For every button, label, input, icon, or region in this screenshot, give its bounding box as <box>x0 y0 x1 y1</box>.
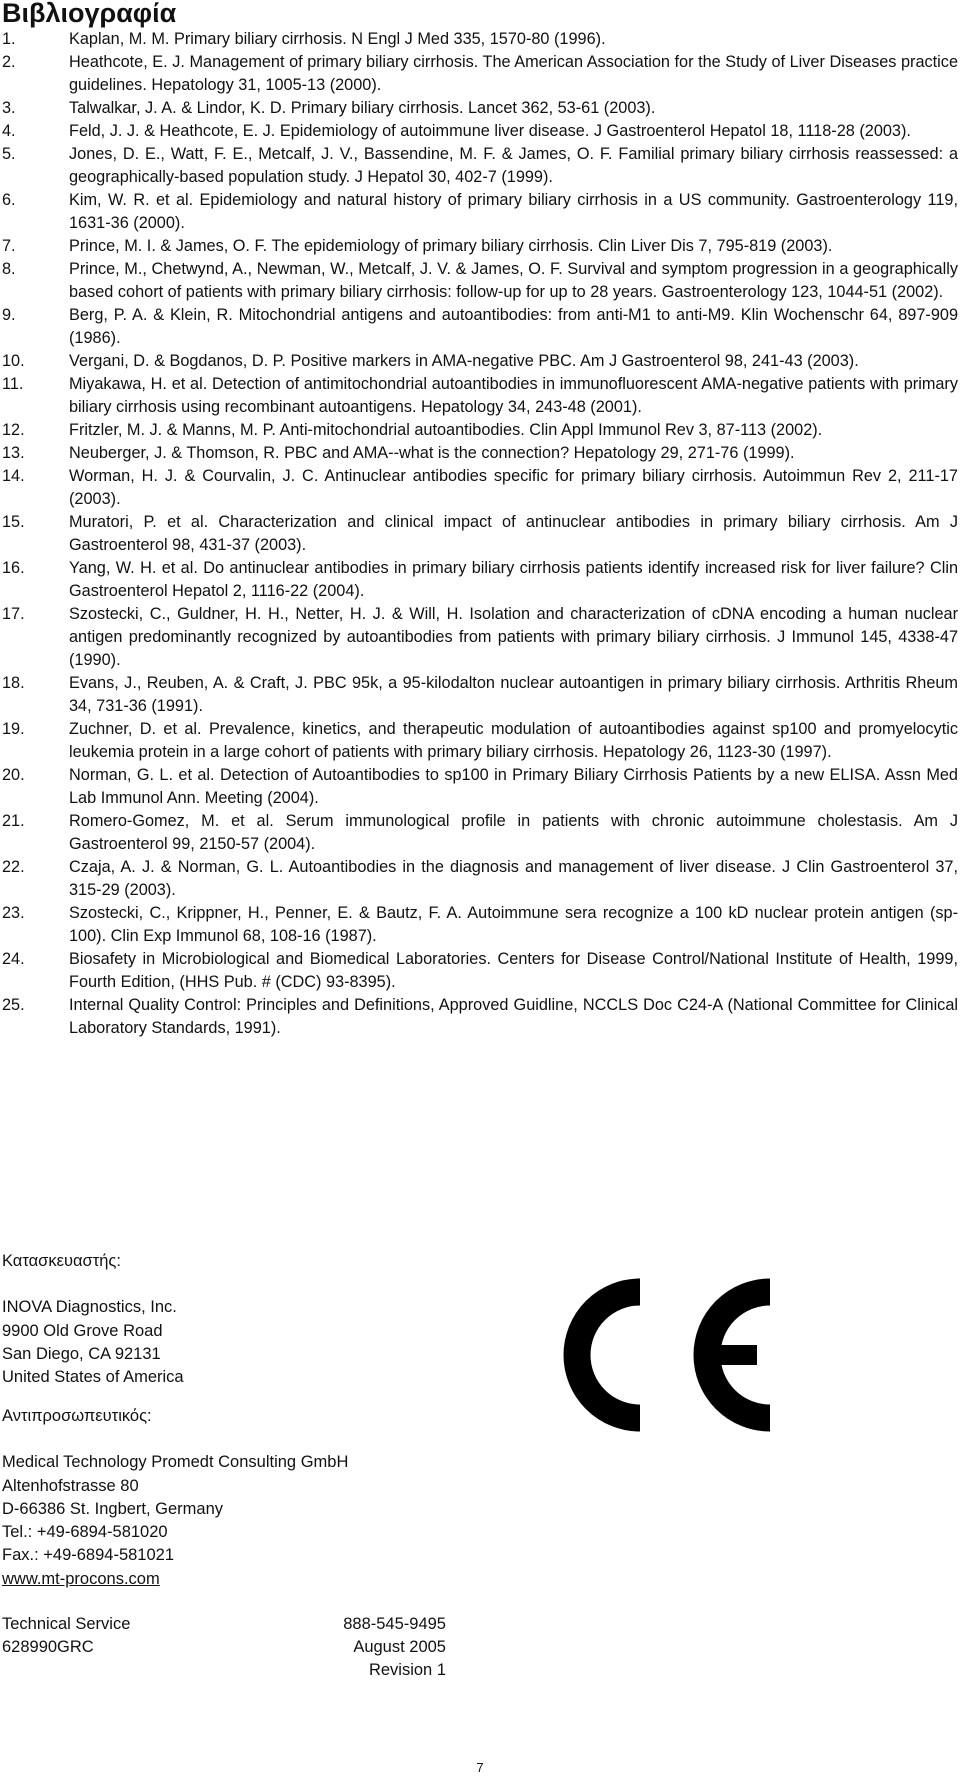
manufacturer-line: INOVA Diagnostics, Inc. <box>2 1298 177 1317</box>
reference-number: 3. <box>2 99 16 117</box>
reference-number: 18. <box>2 674 25 692</box>
manufacturer-line: 9900 Old Grove Road <box>2 1321 163 1340</box>
reference-number: 19. <box>2 720 25 738</box>
reference-item <box>2 764 958 810</box>
document-date: August 2005 <box>353 1638 446 1656</box>
technical-service-label: Technical Service <box>2 1615 131 1633</box>
reference-item <box>2 97 958 120</box>
reference-item <box>2 902 958 948</box>
reference-text: Miyakawa, H. et al. Detection of antimitochondrial autoantibodies in immunofluorescent AMA-negative patients with primary biliary cirrhosis using recombinant autoantigens. Hepatology 34, 243-48 (2001). <box>69 375 958 416</box>
reference-list <box>2 28 958 1040</box>
reference-text: Muratori, P. et al. Characterization and clinical impact of antinuclear antibodies in primary biliary cirrhosis. Am J Gastroenterol 98, 431-37 (2003). <box>69 513 958 554</box>
reference-text: Berg, P. A. & Klein, R. Mitochondrial antigens and autoantibodies: from anti-M1 to anti-M9. Klin Wochenschr 64, 897-909 (1986). <box>69 306 958 347</box>
reference-number: 21. <box>2 812 25 830</box>
reference-item <box>2 143 958 189</box>
reference-text: Jones, D. E., Watt, F. E., Metcalf, J. V., Bassendine, M. F. & James, O. F. Familial primary biliary cirrhosis reassessed: a geographically-based population study. J Hepatol 30, 402-7 (1999). <box>69 145 958 186</box>
revision-label: Revision 1 <box>368 1661 446 1679</box>
reference-item <box>2 304 958 350</box>
reference-number: 5. <box>2 145 16 163</box>
page-title: Βιβλιογραφία <box>2 0 177 28</box>
reference-number: 6. <box>2 191 16 209</box>
reference-number: 24. <box>2 950 25 968</box>
reference-text: Biosafety in Microbiological and Biomedical Laboratories. Centers for Disease Control/National Institute of Health, 1999, Fourth Edition, (HHS Pub. # (CDC) 93-8395). <box>69 950 958 991</box>
reference-number: 8. <box>2 260 16 278</box>
reference-number: 2. <box>2 53 16 71</box>
reference-number: 9. <box>2 306 16 324</box>
reference-number: 1. <box>2 30 16 48</box>
reference-item <box>2 603 958 672</box>
reference-item <box>2 350 958 373</box>
reference-text: Evans, J., Reuben, A. & Craft, J. PBC 95k, a 95-kilodalton nuclear autoantigen in primary biliary cirrhosis. Arthritis Rheum 34, 731-36 (1991). <box>69 674 958 715</box>
reference-text: Talwalkar, J. A. & Lindor, K. D. Primary biliary cirrhosis. Lancet 362, 53-61 (2003). <box>69 99 656 117</box>
representative-line: Fax.: +49-6894-581021 <box>2 1546 175 1565</box>
reference-item <box>2 557 958 603</box>
reference-number: 22. <box>2 858 25 876</box>
reference-item <box>2 28 958 51</box>
manufacturer-line: United States of America <box>2 1368 184 1387</box>
representative-block <box>2 1405 348 1591</box>
reference-number: 7. <box>2 237 16 255</box>
reference-text: Fritzler, M. J. & Manns, M. P. Anti-mitochondrial autoantibodies. Clin Appl Immunol Rev 3, 87-113 (2002). <box>69 421 823 439</box>
reference-text: Kim, W. R. et al. Epidemiology and natural history of primary biliary cirrhosis in a US community. Gastroenterology 119, 1631-36 (2000). <box>69 191 958 232</box>
reference-number: 17. <box>2 605 25 623</box>
reference-item <box>2 120 958 143</box>
reference-number: 12. <box>2 421 25 439</box>
reference-item <box>2 856 958 902</box>
reference-text: Szostecki, C., Guldner, H. H., Netter, H. J. & Will, H. Isolation and characterization of cDNA encoding a human nuclear antigen predominantly recognized by autoantibodies from patients with primary biliary cirrhosis. J Immunol 145, 4338-47 (1990). <box>69 605 958 669</box>
reference-text: Heathcote, E. J. Management of primary biliary cirrhosis. The American Association for the Study of Liver Diseases practice guidelines. Hepatology 31, 1005-13 (2000). <box>69 53 958 94</box>
reference-number: 13. <box>2 444 25 462</box>
reference-number: 10. <box>2 352 25 370</box>
reference-item <box>2 51 958 97</box>
reference-item <box>2 511 958 557</box>
representative-line: D-66386 St. Ingbert, Germany <box>2 1499 224 1518</box>
representative-heading: Αντιπροσωπευτικός: <box>2 1407 152 1425</box>
reference-item <box>2 419 958 442</box>
reference-item <box>2 258 958 304</box>
reference-number: 20. <box>2 766 25 784</box>
reference-item <box>2 948 958 994</box>
ce-mark-icon <box>535 1270 790 1440</box>
representative-line: Medical Technology Promedt Consulting GmbH <box>2 1453 349 1472</box>
reference-number: 25. <box>2 996 25 1014</box>
reference-number: 4. <box>2 122 16 140</box>
reference-text: Norman, G. L. et al. Detection of Autoantibodies to sp100 in Primary Biliary Cirrhosis Patients by a new ELISA. Assn Med Lab Immunol Ann. Meeting (2004). <box>69 766 958 807</box>
reference-text: Kaplan, M. M. Primary biliary cirrhosis. N Engl J Med 335, 1570-80 (1996). <box>69 30 606 48</box>
manufacturer-line: San Diego, CA 92131 <box>2 1344 161 1363</box>
reference-text: Yang, W. H. et al. Do antinuclear antibodies in primary biliary cirrhosis patients identify increased risk for liver failure? Clin Gastroenterol Hepatol 2, 1116-22 (2004). <box>69 559 958 600</box>
reference-number: 23. <box>2 904 25 922</box>
page-number: 7 <box>476 1760 484 1775</box>
reference-item <box>2 672 958 718</box>
reference-number: 15. <box>2 513 25 531</box>
reference-text: Vergani, D. & Bogdanos, D. P. Positive markers in AMA-negative PBC. Am J Gastroenterol 98, 241-43 (2003). <box>69 352 859 370</box>
reference-text: Prince, M. I. & James, O. F. The epidemiology of primary biliary cirrhosis. Clin Liver Dis 7, 795-819 (2003). <box>69 237 833 255</box>
reference-text: Prince, M., Chetwynd, A., Newman, W., Metcalf, J. V. & James, O. F. Survival and symptom progression in a geographically based cohort of patients with primary biliary cirrhosis: follow-up for up to 28 years. Gastroenterology 123, 1044-51 (2002). <box>69 260 958 301</box>
manufacturer-heading: Κατασκευαστής: <box>2 1252 121 1270</box>
reference-text: Neuberger, J. & Thomson, R. PBC and AMA--what is the connection? Hepatology 29, 271-76 (1999). <box>69 444 795 462</box>
reference-number: 11. <box>2 375 24 393</box>
reference-number: 16. <box>2 559 25 577</box>
reference-item <box>2 189 958 235</box>
document-code: 628990GRC <box>2 1638 94 1656</box>
representative-line: Altenhofstrasse 80 <box>2 1476 139 1495</box>
representative-line: Tel.: +49-6894-581020 <box>2 1523 168 1542</box>
website-link[interactable]: www.mt-procons.com <box>2 1569 160 1588</box>
reference-text: Worman, H. J. & Courvalin, J. C. Antinuclear antibodies specific for primary biliary cirrhosis. Autoimmun Rev 2, 211-17 (2003). <box>69 467 958 508</box>
reference-number: 14. <box>2 467 25 485</box>
reference-item <box>2 994 958 1040</box>
reference-text: Czaja, A. J. & Norman, G. L. Autoantibodies in the diagnosis and management of liver disease. J Clin Gastroenterol 37, 315-29 (2003). <box>69 858 958 899</box>
reference-text: Szostecki, C., Krippner, H., Penner, E. & Bautz, F. A. Autoimmune sera recognize a 100 kD nuclear protein antigen (sp-100). Clin Exp Immunol 68, 108-16 (1987). <box>69 904 958 945</box>
reference-text: Zuchner, D. et al. Prevalence, kinetics, and therapeutic modulation of autoantibodies against sp100 and promyelocytic leukemia protein in a large cohort of patients with primary biliary cirrhosis. Hepatology 26, 1123-30 (1997). <box>69 720 958 761</box>
reference-item <box>2 465 958 511</box>
manufacturer-block <box>2 1250 184 1389</box>
reference-text: Romero-Gomez, M. et al. Serum immunological profile in patients with chronic autoimmune cholestasis. Am J Gastroenterol 99, 2150-57 (2004). <box>69 812 958 853</box>
reference-item <box>2 442 958 465</box>
reference-item <box>2 373 958 419</box>
reference-text: Feld, J. J. & Heathcote, E. J. Epidemiology of autoimmune liver disease. J Gastroenterol Hepatol 18, 1118-28 (2003). <box>69 122 911 140</box>
technical-service-phone: 888-545-9495 <box>343 1615 446 1633</box>
reference-text: Internal Quality Control: Principles and Definitions, Approved Guidline, NCCLS Doc C24-A (National Committee for Clinical Laboratory Standards, 1991). <box>69 996 958 1037</box>
reference-item <box>2 235 958 258</box>
reference-item <box>2 810 958 856</box>
reference-item <box>2 718 958 764</box>
